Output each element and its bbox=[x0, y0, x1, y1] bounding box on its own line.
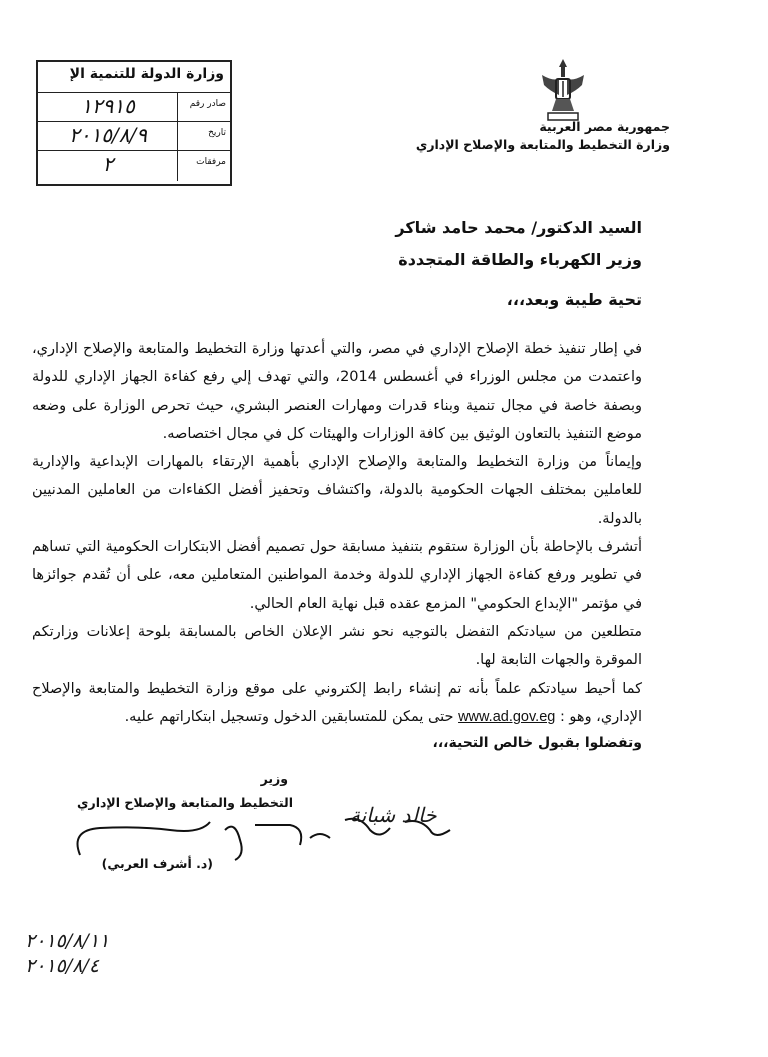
stamp-label-attachments: مرفقات bbox=[196, 157, 226, 167]
letter-body bbox=[32, 335, 642, 731]
country-name: جمهورية مصر العربية bbox=[539, 119, 670, 134]
eagle-emblem-icon bbox=[538, 55, 588, 125]
handwritten-annotation: خالد شبانة bbox=[350, 803, 437, 827]
stamp-title: وزارة الدولة للتنمية الإ bbox=[69, 66, 224, 82]
signatory-title-ministry: التخطيط والمتابعة والإصلاح الإداري bbox=[77, 795, 293, 810]
stamp-value-date: ٢٠١٥/٨/٩ bbox=[69, 123, 147, 147]
body-paragraph-1: في إطار تنفيذ خطة الإصلاح الإداري في مصر، والتي أعدتها وزارة التخطيط والمتابعة والإصلاح الإداري، واعتمدت من مجلس الوزراء في أغسطس 2014، والتي تهدف إلي رفع كفاءة الجهاز الإداري للدولة وبصفة خاصة في مجال تنمية وبناء قدرات ومهارات العنصر البشري، حيث تحرص الوزارة على وضعه موضع التنفيذ بالتعاون الوثيق بين كافة الوزارات والهيئات كل في مجال اختصاصه. bbox=[32, 341, 642, 442]
stamp-value-number: ١٢٩١٥ bbox=[81, 94, 135, 118]
body-paragraph-5 bbox=[32, 675, 642, 732]
signatory-name: (د. أشرف العربي) bbox=[101, 856, 213, 871]
body-paragraph-4: متطلعين من سيادتكم التفضل بالتوجيه نحو نشر الإعلان الخاص بالمسابقة بلوحة إعلانات وزارتكم الموقرة والجهات التابعة لها. bbox=[32, 623, 642, 669]
closing-line: وتفضلوا بقبول خالص التحية،،، bbox=[432, 735, 642, 751]
stamp-value-attachments: ٢ bbox=[102, 152, 114, 176]
stamp-row-attachments bbox=[38, 150, 230, 181]
website-link[interactable]: www.ad.gov.eg bbox=[458, 708, 556, 725]
body-paragraph-5-text: كما أحيط سيادتكم علماً بأنه تم إنشاء رابط إلكتروني على موقع وزارة التخطيط والمتابعة والإصلاح الإداري، وهو : bbox=[32, 680, 642, 725]
body-paragraph-2: وإيماناً من وزارة التخطيط والمتابعة والإصلاح الإداري بأهمية الإرتقاء بالمهارات الإبداعية والإدارية للعاملين بمختلف الجهات الحكومية بالدولة، واكتشاف وتحفيز أفضل الكفاءات من العاملين المدنيين بالدولة. bbox=[32, 454, 642, 527]
greeting: تحية طيبة وبعد،،، bbox=[506, 290, 642, 309]
stamp-label-date: تاريخ bbox=[208, 128, 226, 138]
handwritten-date-1: ٢٠١٥/٨/١١ bbox=[25, 930, 110, 952]
signatory-title-minister: وزير bbox=[260, 771, 288, 786]
stamp-label-number: صادر رقم bbox=[189, 99, 226, 109]
body-paragraph-5-tail: حتى يمكن للمتسابقين الدخول وتسجيل ابتكاراتهم عليه. bbox=[124, 708, 454, 725]
handwritten-date-2: ٢٠١٥/٨/٤ bbox=[25, 955, 100, 977]
addressee-title: وزير الكهرباء والطاقة المتجددة bbox=[398, 250, 642, 269]
ministry-letterhead bbox=[410, 118, 670, 154]
stamp-row-date bbox=[38, 121, 230, 150]
ministry-name: وزارة التخطيط والمتابعة والإصلاح الإداري bbox=[415, 137, 670, 152]
registry-stamp bbox=[36, 60, 232, 186]
addressee-block bbox=[222, 212, 642, 276]
stamp-row-number bbox=[38, 92, 230, 121]
addressee-name: السيد الدكتور/ محمد حامد شاكر bbox=[395, 218, 642, 237]
body-paragraph-3: أتشرف بالإحاطة بأن الوزارة ستقوم بتنفيذ مسابقة حول تصميم أفضل الابتكارات الحكومية التي تساهم في تطوير ورفع كفاءة الجهاز الإداري للدولة وخدمة المواطنين المتعاملين معه، على أن تُقدم جوائزها في مؤتمر "الإبداع الحكومي" المزمع عقده قبل نهاية العام الحالي. bbox=[32, 539, 642, 612]
